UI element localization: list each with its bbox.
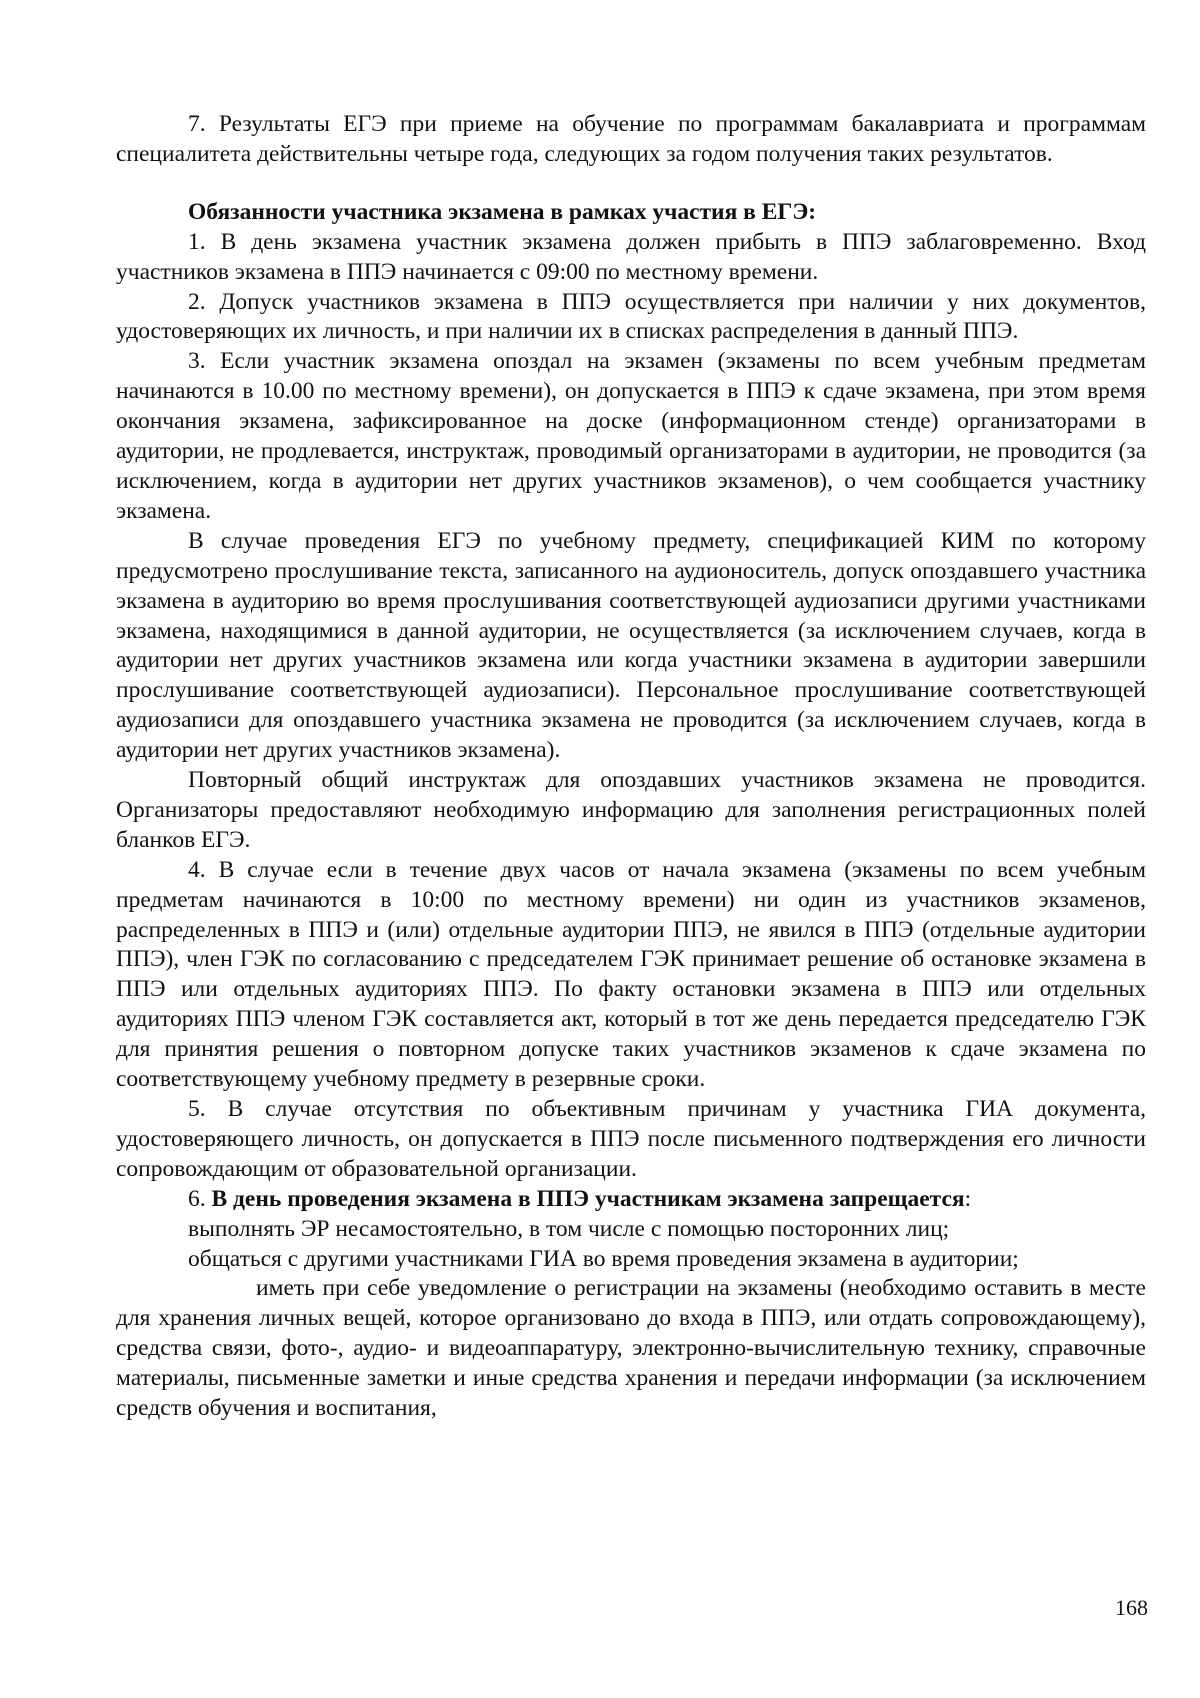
duty-item-3-briefing: Повторный общий инструктаж для опоздавших участников экзамена не проводится. Организаторы предоставляют необходимую информацию для заполнения регистрационных полей бланков ЕГЭ. — [116, 767, 1146, 853]
duty-item-2: 2. Допуск участников экзамена в ППЭ осуществляется при наличии у них документов, удостоверяющих их личность, и при наличии их в списках распределения в данный ППЭ. — [116, 288, 1146, 345]
duty-item-3-audio: В случае проведения ЕГЭ по учебному предмету, спецификацией КИМ по которому предусмотрено прослушивание текста, записанного на аудионоситель, допуск опоздавшего участника экзамена в аудиторию во время прослушивания соответствующей аудиозаписи другими участниками экзамена, находящимися в данной аудитории, не осуществляется (за исключением случаев, когда в аудитории нет других участников экзамена или когда участники экзамена в аудитории завершили прослушивание соответствующей аудиозаписи). Персональное прослушивание соответствующей аудиозаписи для опоздавшего участника экзамена не проводится (за исключением случаев, когда в аудитории нет других участников экзамена). — [116, 527, 1146, 764]
duty-item-6 — [116, 1185, 1146, 1215]
prohibition-line-1: выполнять ЭР несамостоятельно, в том числе с помощью посторонних лиц; — [188, 1215, 950, 1242]
paragraph-item-7: 7. Результаты ЕГЭ при приеме на обучение по программам бакалавриата и программам специалитета действительны четыре года, следующих за годом получения таких результатов. — [116, 111, 1146, 167]
duty-item-5: 5. В случае отсутствия по объективным причинам у участника ГИА документа, удостоверяющего личность, он допускается в ППЭ после письменного подтверждения его личности сопровождающим от образовательной организации. — [116, 1096, 1146, 1182]
prohibition-line-3: иметь при себе уведомление о регистрации на экзамены (необходимо оставить в месте для хранения личных вещей, которое организовано до входа в ППЭ, или отдать сопровождающему), средства связи, фото-, аудио- и видеоаппаратуру, электронно-вычислительную технику, справочные материалы, письменные заметки и иные средства хранения и передачи информации (за исключением средств обучения и воспитания, — [116, 1275, 1146, 1422]
duty-item-6-bold: В день проведения экзамена в ППЭ участникам экзамена запрещается — [211, 1185, 965, 1212]
page-number: 168 — [1115, 1595, 1148, 1620]
section-heading: Обязанности участника экзамена в рамках участия в ЕГЭ: — [188, 198, 817, 225]
duty-item-6-colon: : — [964, 1185, 972, 1212]
duty-item-6-number: 6. — [188, 1185, 212, 1212]
document-body — [116, 110, 1146, 1424]
duty-item-1: 1. В день экзамена участник экзамена должен прибыть в ППЭ заблаговременно. Вход участников экзамена в ППЭ начинается с 09:00 по местному времени. — [116, 228, 1146, 285]
duty-item-3: 3. Если участник экзамена опоздал на экзамен (экзамены по всем учебным предметам начинаются в 10.00 по местному времени), он допускается в ППЭ к сдаче экзамена, при этом время окончания экзамена, зафиксированное на доске (информационном стенде) организаторами в аудитории, не продлевается, инструктаж, проводимый организаторами в аудитории, не проводится (за исключением, когда в аудитории нет других участников экзаменов), о чем сообщается участнику экзамена. — [116, 348, 1146, 524]
prohibition-line-2: общаться с другими участниками ГИА во время проведения экзамена в аудитории; — [188, 1245, 1019, 1272]
duty-item-4: 4. В случае если в течение двух часов от начала экзамена (экзамены по всем учебным предметам начинаются в 10:00 по местному времени) ни один из участников экзаменов, распределенных в ППЭ и (или) отдельные аудитории ППЭ, не явился в ППЭ (отдельные аудитории ППЭ), член ГЭК по согласованию с председателем ГЭК принимает решение об остановке экзамена в ППЭ или отдельных аудиториях ППЭ. По факту остановки экзамена в ППЭ или отдельных аудиториях ППЭ членом ГЭК составляется акт, который в тот же день передается председателю ГЭК для принятия решения о повторном допуске таких участников экзаменов к сдаче экзамена по соответствующему учебному предмету в резервные сроки. — [116, 856, 1146, 1093]
